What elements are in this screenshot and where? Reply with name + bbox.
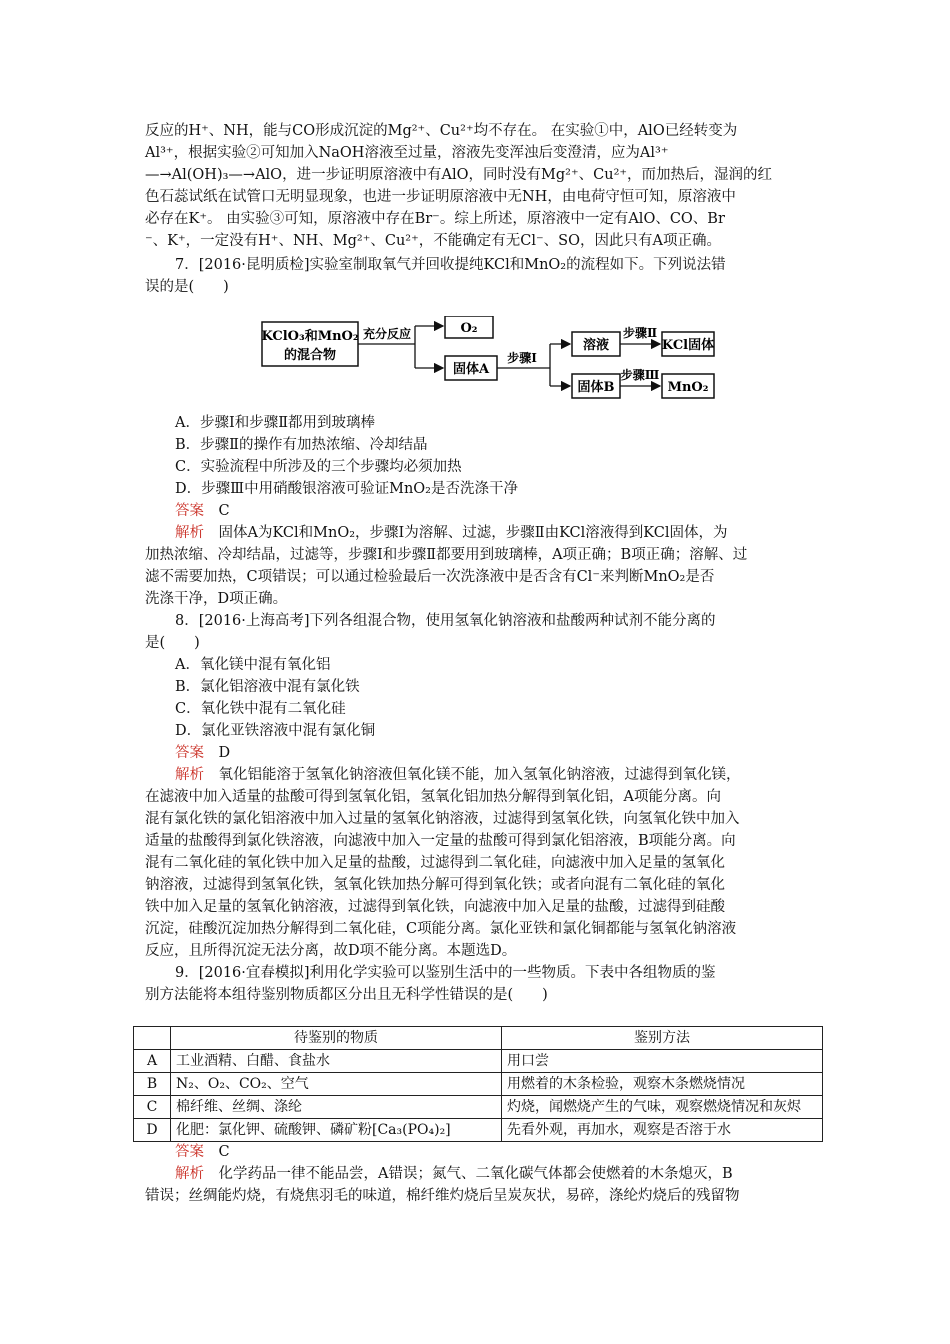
solid-a-label: 固体A <box>452 362 490 377</box>
q8-options <box>175 654 375 742</box>
q9-stem <box>145 962 813 1006</box>
row-id: A <box>134 1050 171 1073</box>
row-id: C <box>134 1096 171 1119</box>
kcl-label: KCl固体 <box>661 338 715 353</box>
table-header-row <box>134 1027 823 1050</box>
option-d: D．氯化亚铁溶液中混有氯化铜 <box>175 723 376 739</box>
option-c: C．氧化铁中混有二氧化硅 <box>175 701 346 717</box>
text-line: 沉淀，硅酸沉淀加热分解得到二氧化硅，C项能分离。氯化亚铁和氯化铜都能与氢氧化钠溶液 <box>145 921 737 937</box>
text-line: 滤不需要加热，C项错误；可以通过检验最后一次洗涤液中是否含有Cl⁻来判断MnO₂是否 <box>145 569 715 585</box>
q9-table <box>133 1026 823 1142</box>
solid-b-label: 固体B <box>577 380 615 395</box>
table-row <box>134 1096 823 1119</box>
q7-analysis <box>145 522 813 610</box>
option-d: D．步骤Ⅲ中用硝酸银溶液可验证MnO₂是否洗涤干净 <box>175 481 518 497</box>
option-c: C．实验流程中所涉及的三个步骤均必须加热 <box>175 459 462 475</box>
answer-value: C <box>218 1144 230 1160</box>
text-line: 别方法能将本组待鉴别物质都区分出且无科学性错误的是( ) <box>145 987 548 1003</box>
row-substances: N₂、O₂、CO₂、空气 <box>171 1073 502 1096</box>
text-line: 9．[2016·宜春模拟]利用化学实验可以鉴别生活中的一些物质。下表中各组物质的鉴 <box>175 965 716 981</box>
table-header-cell: 待鉴别的物质 <box>171 1027 502 1050</box>
row-method: 用口尝 <box>502 1050 823 1073</box>
text-line: 误的是( ) <box>145 279 229 295</box>
row-substances: 工业酒精、白醋、食盐水 <box>171 1050 502 1073</box>
row-id: D <box>134 1119 171 1142</box>
q7-answer <box>175 500 813 522</box>
text-line: 氧化铝能溶于氢氧化钠溶液但氧化镁不能，加入氢氧化钠溶液，过滤得到氧化镁， <box>218 767 741 783</box>
analysis-label: 解析 <box>175 525 204 541</box>
answer-value: C <box>218 503 230 519</box>
text-line: 色石蕊试纸在试管口无明显现象，也进一步证明原溶液中无NH，由电荷守恒可知，原溶液中 <box>145 189 736 205</box>
start-label-1: KClO₃和MnO₂ <box>261 329 359 344</box>
answer-label: 答案 <box>175 503 204 519</box>
react-label: 充分反应 <box>362 327 412 341</box>
text-line: 混有氯化铁的氯化铝溶液中加入过量的氢氧化钠溶液，过滤得到氢氧化铁，向氢氧化铁中加入 <box>145 811 740 827</box>
step2-label: 步骤Ⅱ <box>622 326 658 340</box>
answer-label: 答案 <box>175 1144 204 1160</box>
q8-answer <box>175 742 813 764</box>
o2-label: O₂ <box>460 321 478 336</box>
step3-label: 步骤Ⅲ <box>620 368 660 382</box>
step1-label: 步骤Ⅰ <box>507 351 537 365</box>
answer-value: D <box>218 745 231 761</box>
row-id: B <box>134 1073 171 1096</box>
text-line: 是( ) <box>145 635 200 651</box>
row-method: 灼烧，闻燃烧产生的气味，观察燃烧情况和灰烬 <box>502 1096 823 1119</box>
text-line: —→Al(OH)₃—→AlO，进一步证明原溶液中有AlO，同时没有Mg²⁺、Cu²⁺，而加热后，湿润的红 <box>145 167 773 183</box>
text-line: 固体A为KCl和MnO₂，步骤Ⅰ为溶解、过滤，步骤Ⅱ由KCl溶液得到KCl固体，为 <box>218 525 728 541</box>
text-line: 7．[2016·昆明质检]实验室制取氧气并回收提纯KCl和MnO₂的流程如下。下列说法错 <box>175 257 726 273</box>
answer-label: 答案 <box>175 745 204 761</box>
mno2-label: MnO₂ <box>667 380 709 395</box>
table-header-cell <box>134 1027 171 1050</box>
row-substances: 化肥：氯化钾、硫酸钾、磷矿粉[Ca₃(PO₄)₂] <box>171 1119 502 1142</box>
text-line: 铁中加入足量的氢氧化钠溶液，过滤得到氧化铁，向滤液中加入足量的盐酸，过滤得到硅酸 <box>145 899 725 915</box>
q8-stem <box>145 610 813 654</box>
q7-stem <box>145 254 813 298</box>
row-substances: 棉纤维、丝绸、涤纶 <box>171 1096 502 1119</box>
text-line: 必存在K⁺。 由实验③可知，原溶液中存在Br⁻。综上所述，原溶液中一定有AlO、CO、Br <box>145 211 725 227</box>
table-row <box>134 1050 823 1073</box>
text-line: 加热浓缩、冷却结晶，过滤等，步骤Ⅰ和步骤Ⅱ都要用到玻璃棒，A项正确；B项正确；溶解、过 <box>145 547 748 563</box>
text-line: ⁻、K⁺，一定没有H⁺、NH、Mg²⁺、Cu²⁺，不能确定有无Cl⁻、SO，因此只有A项正确。 <box>145 233 721 249</box>
option-a: A．氧化镁中混有氧化铝 <box>175 657 331 673</box>
text-line: 混有二氧化硅的氧化铁中加入足量的盐酸，过滤得到二氧化硅，向滤液中加入足量的氢氧化 <box>145 855 725 871</box>
q7-flow-diagram <box>260 316 715 406</box>
q9-analysis <box>145 1163 813 1207</box>
text-line: 8．[2016·上海高考]下列各组混合物，使用氢氧化钠溶液和盐酸两种试剂不能分离的 <box>175 613 716 629</box>
text-line: Al³⁺，根据实验②可知加入NaOH溶液至过量，溶液先变浑浊后变澄清，应为Al³⁺ <box>145 145 669 161</box>
text-line: 适量的盐酸得到氯化铁溶液，向滤液中加入一定量的盐酸可得到氯化铝溶液，B项能分离。向 <box>145 833 736 849</box>
table-header-cell: 鉴别方法 <box>502 1027 823 1050</box>
q7-options <box>175 412 518 500</box>
text-line: 钠溶液，过滤得到氢氧化铁，氢氧化铁加热分解可得到氧化铁；或者向混有二氧化硅的氧化 <box>145 877 725 893</box>
text-line: 在滤液中加入适量的盐酸可得到氢氧化铝，氢氧化铝加热分解得到氧化铝，A项能分离。向 <box>145 789 721 805</box>
q9-answer <box>175 1141 813 1163</box>
analysis-label: 解析 <box>175 767 204 783</box>
text-line: 反应，且所得沉淀无法分离，故D项不能分离。本题选D。 <box>145 943 517 959</box>
text-line: 反应的H⁺、NH，能与CO形成沉淀的Mg²⁺、Cu²⁺均不存在。 在实验①中，AlO已经转变为 <box>145 123 738 139</box>
q8-analysis <box>145 764 813 962</box>
text-line: 洗涤干净，D项正确。 <box>145 591 288 607</box>
option-a: A．步骤Ⅰ和步骤Ⅱ都用到玻璃棒 <box>175 415 376 431</box>
table-row <box>134 1073 823 1096</box>
table-row <box>134 1119 823 1142</box>
row-method: 先看外观，再加水，观察是否溶于水 <box>502 1119 823 1142</box>
option-b: B．氯化铝溶液中混有氯化铁 <box>175 679 360 695</box>
row-method: 用燃着的木条检验，观察木条燃烧情况 <box>502 1073 823 1096</box>
start-label-2: 的混合物 <box>283 348 337 363</box>
analysis-label: 解析 <box>175 1166 204 1182</box>
solution-label: 溶液 <box>582 338 610 353</box>
option-b: B．步骤Ⅱ的操作有加热浓缩、冷却结晶 <box>175 437 428 453</box>
q6-analysis-continued <box>145 120 813 252</box>
text-line: 化学药品一律不能品尝，A错误；氮气、二氧化碳气体都会使燃着的木条熄灭，B <box>218 1166 733 1182</box>
text-line: 错误；丝绸能灼烧，有烧焦羽毛的味道，棉纤维灼烧后呈炭灰状，易碎，涤纶灼烧后的残留物 <box>145 1188 740 1204</box>
